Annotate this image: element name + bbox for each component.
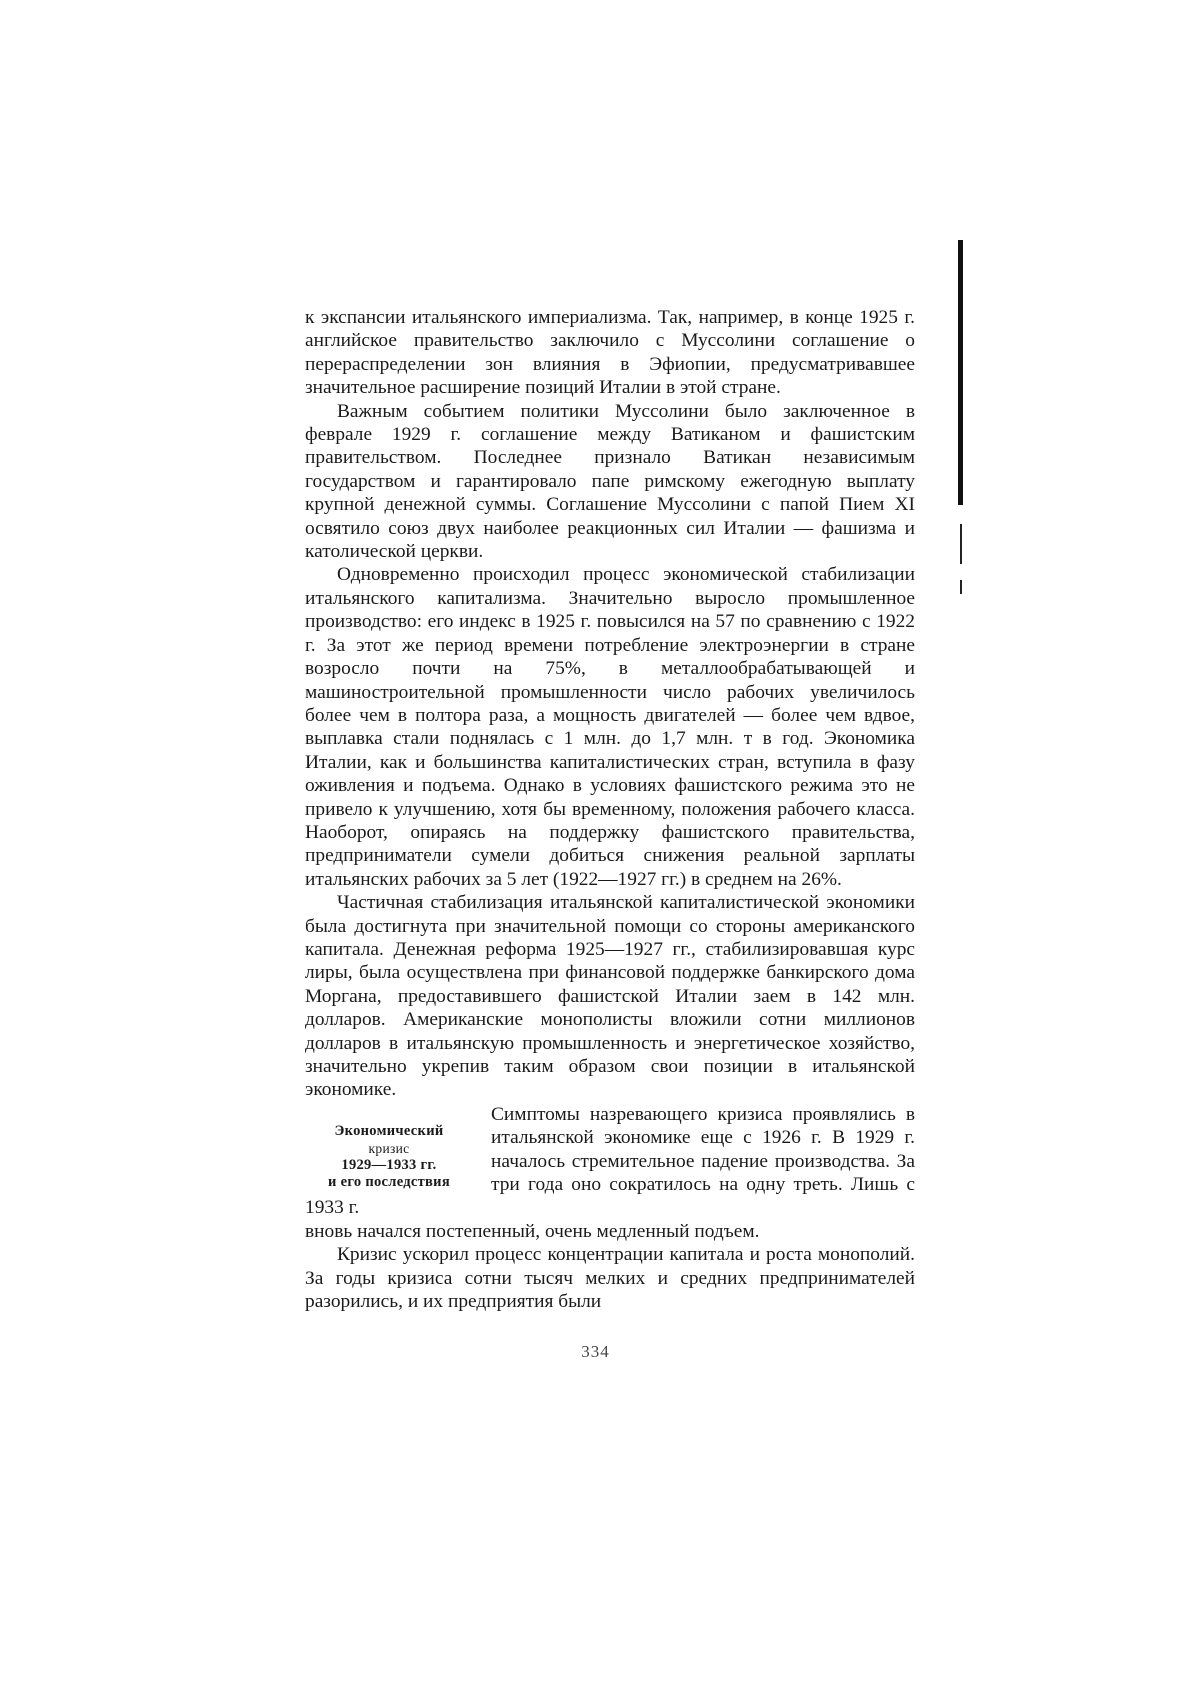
paragraph: к экспансии итальянского империализма. Так, например, в конце 1925 г. английское правительство заключило с Муссолини соглашение о перераспределении зон влияния в Эфиопии, предусматривавшее значительное расширение позиций Италии в этой стране. (305, 307, 915, 399)
paragraph: Симптомы назревающего кризиса проявлялись в итальянской экономике еще с 1926 г. В 1929 г. началось стремительное падение производства. За три года оно сократилось на одну треть. Лишь с 1933 г. (305, 1103, 915, 1219)
scan-margin-mark (960, 524, 962, 564)
paragraph-continuation: вновь начался постепенный, очень медленный подъем. (305, 1220, 760, 1242)
scan-margin-bar (958, 240, 963, 505)
side-heading-line: кризис (368, 1140, 410, 1156)
paragraph: Частичная стабилизация итальянской капиталистической экономики была достигнута при значительной помощи со стороны американского капитала. Денежная реформа 1925—1927 гг., стабилизировавшая курс лиры, была осуществлена при финансовой поддержке банкирского дома Моргана, предоставившего фашистской Италии заем в 142 млн. долларов. Американские монополисты вложили сотни миллионов долларов в итальянскую промышленность и энергетическое хозяйство, значительно укрепив таким образом свои позиции в итальянской экономике. (305, 892, 915, 1101)
page-body (305, 306, 915, 1313)
side-heading (305, 1123, 473, 1191)
scan-margin-mark (960, 580, 962, 594)
side-heading-line: Экономический (334, 1122, 444, 1139)
page-number: 334 (581, 1342, 610, 1361)
side-heading-line: и его последствия (328, 1173, 450, 1190)
paragraph: Важным событием политики Муссолини было заключенное в феврале 1929 г. соглашение между Ватиканом и фашистским правительством. Последнее признало Ватикан независимым государством и гарантировало папе римскому ежегодную выплату крупной денежной суммы. Соглашение Муссолини с папой Пием XI освятило союз двух наиболее реакционных сил Италии — фашизма и католической церкви. (305, 400, 915, 563)
paragraph: Одновременно происходил процесс экономической стабилизации итальянского капитализма. Значительно выросло промышленное производство: его индекс в 1925 г. повысился на 57 по сравнению с 1922 г. За этот же период времени потребление электроэнергии в стране возросло почти на 75%, в металлообрабатывающей и машиностроительной промышленности число рабочих увеличилось более чем в полтора раза, а мощность двигателей — более чем вдвое, выплавка стали поднялась с 1 млн. до 1,7 млн. т в год. Экономика Италии, как и большинства капиталистических стран, вступила в фазу оживления и подъема. Однако в условиях фашистского режима это не привело к улучшению, хотя бы временному, положения рабочего класса. Наоборот, опираясь на поддержку фашистского правительства, предприниматели сумели добиться снижения реальной зарплаты итальянских рабочих за 5 лет (1922—1927 гг.) в среднем на 26%. (305, 564, 915, 890)
paragraph: Кризис ускорил процесс концентрации капитала и роста монополий. За годы кризиса сотни тысяч мелких и средних предпринимателей разорились, и их предприятия были (305, 1244, 915, 1313)
section-with-side-heading (305, 1103, 915, 1220)
side-heading-line: 1929—1933 гг. (341, 1156, 437, 1173)
